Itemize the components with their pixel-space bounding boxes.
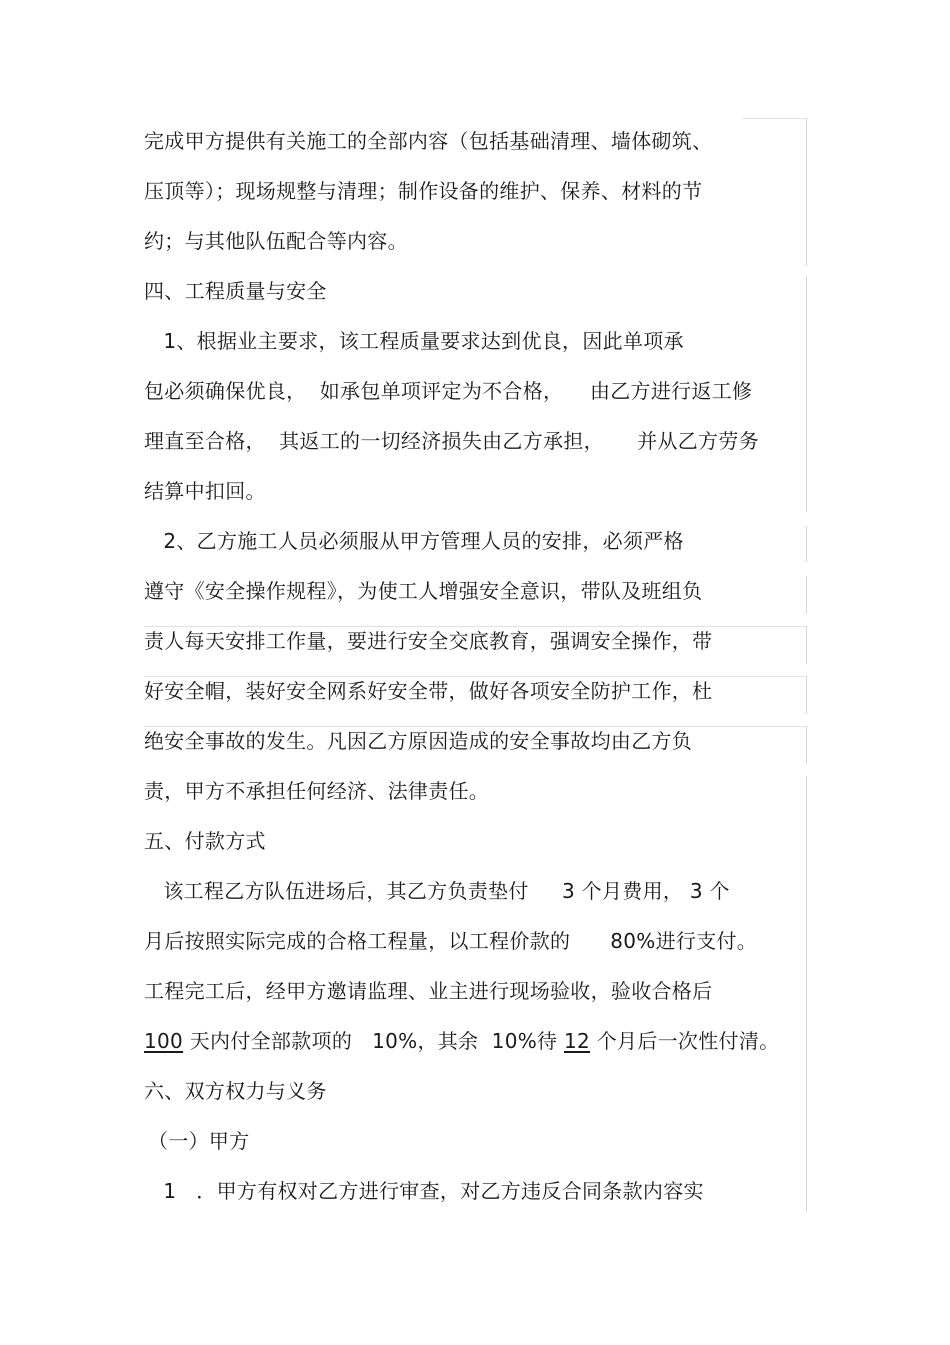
- body-line: 结算中扣回。: [144, 479, 266, 503]
- body-line: 月后按照实际完成的合格工程量，以工程价款的 80%进行支付。: [144, 929, 758, 953]
- body-line: 责人每天安排工作量，要进行安全交底教育，强调安全操作，带: [144, 629, 713, 653]
- section-heading: 四、工程质量与安全: [144, 279, 327, 303]
- payment-text: 个月后一次性付清。: [590, 1029, 780, 1053]
- body-line: 责，甲方不承担任何经济、法律责任。: [144, 779, 490, 803]
- margin-rule: [806, 776, 807, 1212]
- payment-text: 天内付全部款项的 10%，其余 10%待: [183, 1029, 564, 1053]
- body-line: 包必须确保优良， 如承包单项评定为不合格， 由乙方进行返工修: [144, 379, 753, 403]
- margin-rule: [806, 276, 807, 512]
- body-line: 好安全帽，装好安全网系好安全带，做好各项安全防护工作，杜: [144, 679, 713, 703]
- margin-rule: [144, 726, 806, 727]
- margin-rule: [806, 576, 807, 614]
- body-line: 压顶等）；现场规整与清理；制作设备的维护、保养、材料的节: [144, 179, 703, 203]
- body-line: 该工程乙方队伍进场后，其乙方负责垫付 3 个月费用， 3 个: [150, 879, 730, 903]
- margin-rule: [806, 626, 807, 664]
- margin-rule: [806, 526, 807, 562]
- body-line: 工程完工后，经甲方邀请监理、业主进行现场验收，验收合格后: [144, 979, 713, 1003]
- payment-months: 12: [564, 1029, 591, 1053]
- payment-days: 100: [144, 1029, 184, 1053]
- section-heading: 六、双方权力与义务: [144, 1079, 327, 1103]
- body-line: 完成甲方提供有关施工的全部内容（包括基础清理、墙体砌筑、: [144, 129, 713, 153]
- payment-terms-line: [144, 1028, 779, 1054]
- margin-rule: [806, 118, 807, 266]
- margin-rule: [144, 626, 806, 627]
- margin-rule: [742, 118, 806, 119]
- body-line: 1、根据业主要求，该工程质量要求达到优良，因此单项承: [150, 329, 684, 353]
- section-heading: 五、付款方式: [144, 829, 266, 853]
- subsection-heading: （一）甲方: [148, 1129, 250, 1153]
- body-line: 2、乙方施工人员必须服从甲方管理人员的安排，必须严格: [150, 529, 684, 553]
- body-line: 遵守《安全操作规程》，为使工人增强安全意识，带队及班组负: [144, 579, 703, 603]
- margin-rule: [806, 676, 807, 714]
- margin-rule: [806, 726, 807, 764]
- body-line: 约；与其他队伍配合等内容。: [144, 229, 408, 253]
- body-line: 理直至合格， 其返工的一切经济损失由乙方承担， 并从乙方劳务: [144, 429, 760, 453]
- body-line: 1 ．甲方有权对乙方进行审查，对乙方违反合同条款内容实: [150, 1179, 704, 1203]
- body-line: 绝安全事故的发生。凡因乙方原因造成的安全事故均由乙方负: [144, 729, 693, 753]
- margin-rule: [144, 676, 806, 677]
